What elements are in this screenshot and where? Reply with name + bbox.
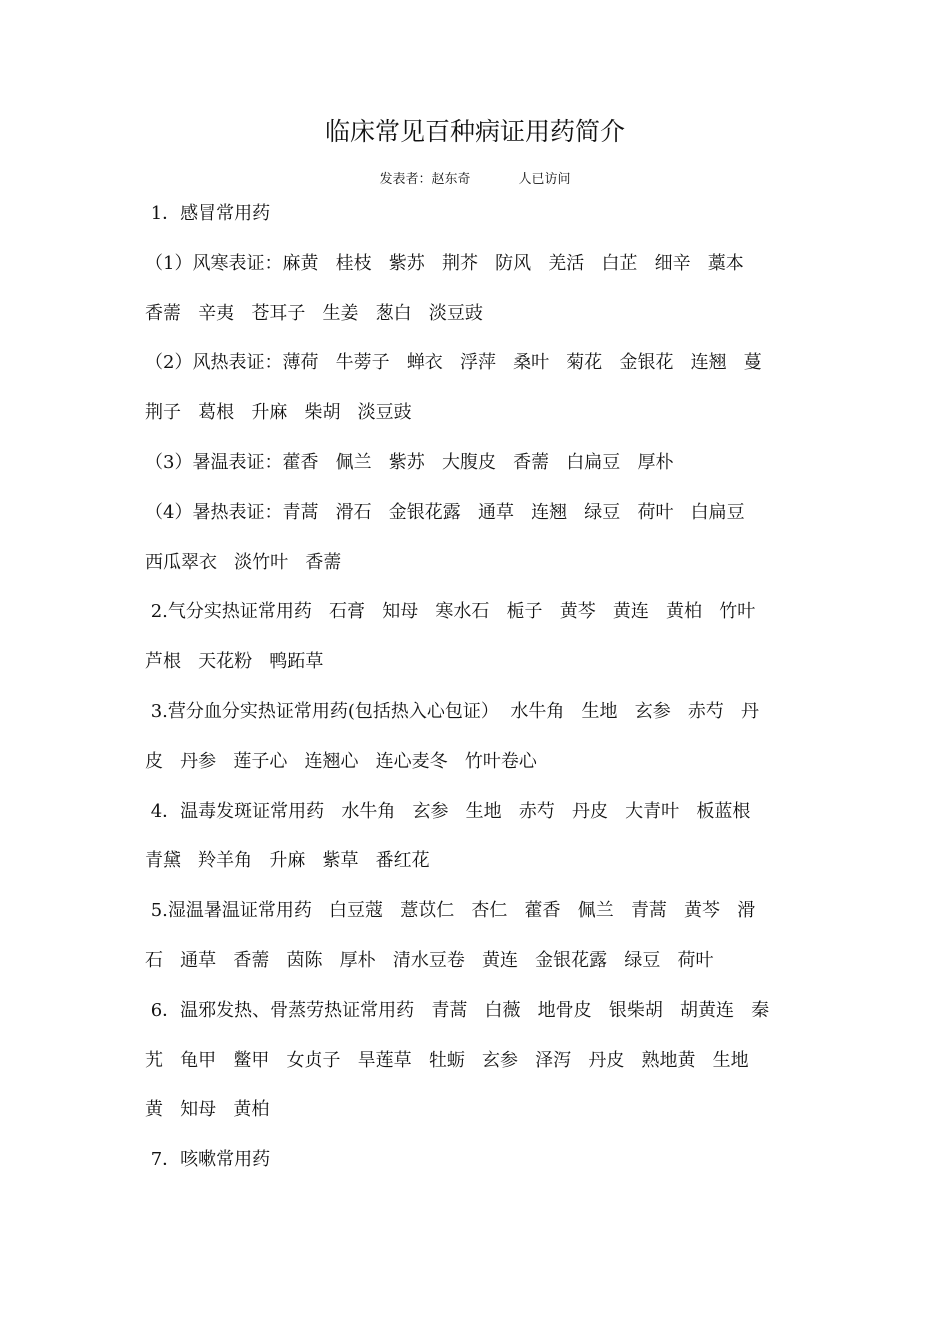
text-line: 1．感冒常用药 [145,203,271,224]
text-line: 3.营分血分实热证常用药(包括热入心包证） 水牛角 生地 玄参 赤芍 丹 [145,700,760,722]
text-line: 5.湿温暑温证常用药 白豆蔻 薏苡仁 杏仁 藿香 佩兰 青蒿 黄芩 滑 [145,900,756,922]
text-line: 6．温邪发热、骨蒸劳热证常用药 青蒿 白薇 地骨皮 银柴胡 胡黄连 秦 [145,999,770,1021]
text-line: 艽 龟甲 鳖甲 女贞子 旱莲草 牡蛎 玄参 泽泻 丹皮 熟地黄 生地 [145,1049,749,1071]
text-line: 芦根 天花粉 鸭跖草 [145,651,324,673]
text-line: 香薷 辛夷 苍耳子 生姜 葱白 淡豆豉 [145,302,483,324]
text-line: 石 通草 香薷 茵陈 厚朴 清水豆卷 黄连 金银花露 绿豆 荷叶 [145,949,714,971]
text-line: 4．温毒发斑证常用药 水牛角 玄参 生地 赤芍 丹皮 大青叶 板蓝根 [145,800,751,822]
text-line: （1）风寒表证：麻黄 桂枝 紫苏 荆芥 防风 羌活 白芷 细辛 藁本 [145,252,744,274]
text-line: （4）暑热表证：青蒿 滑石 金银花露 通草 连翘 绿豆 荷叶 白扁豆 [145,501,745,523]
text-line: 青黛 羚羊角 升麻 紫草 番红花 [145,850,430,872]
text-line: （3）暑温表证：藿香 佩兰 紫苏 大腹皮 香薷 白扁豆 厚朴 [145,451,674,473]
text-line: （2）风热表证：薄荷 牛蒡子 蝉衣 浮萍 桑叶 菊花 金银花 连翘 蔓 [145,352,762,374]
text-line: 黄 知母 黄柏 [145,1099,270,1121]
text-line: 2.气分实热证常用药 石膏 知母 寒水石 栀子 黄芩 黄连 黄柏 竹叶 [145,601,756,623]
publish-meta [0,170,950,190]
text-line: 荆子 葛根 升麻 柴胡 淡豆豉 [145,402,412,424]
text-line: 西瓜翠衣 淡竹叶 香薷 [145,551,342,573]
page-title: 临床常见百种病证用药简介 [324,117,625,146]
text-line: 7．咳嗽常用药 [145,1149,271,1171]
visits-label: 人已访问 [518,172,571,187]
text-line: 皮 丹参 莲子心 连翘心 连心麦冬 竹叶卷心 [145,750,537,772]
document-body [145,196,815,1192]
author-label: 发表者：赵东奇 [379,172,471,187]
